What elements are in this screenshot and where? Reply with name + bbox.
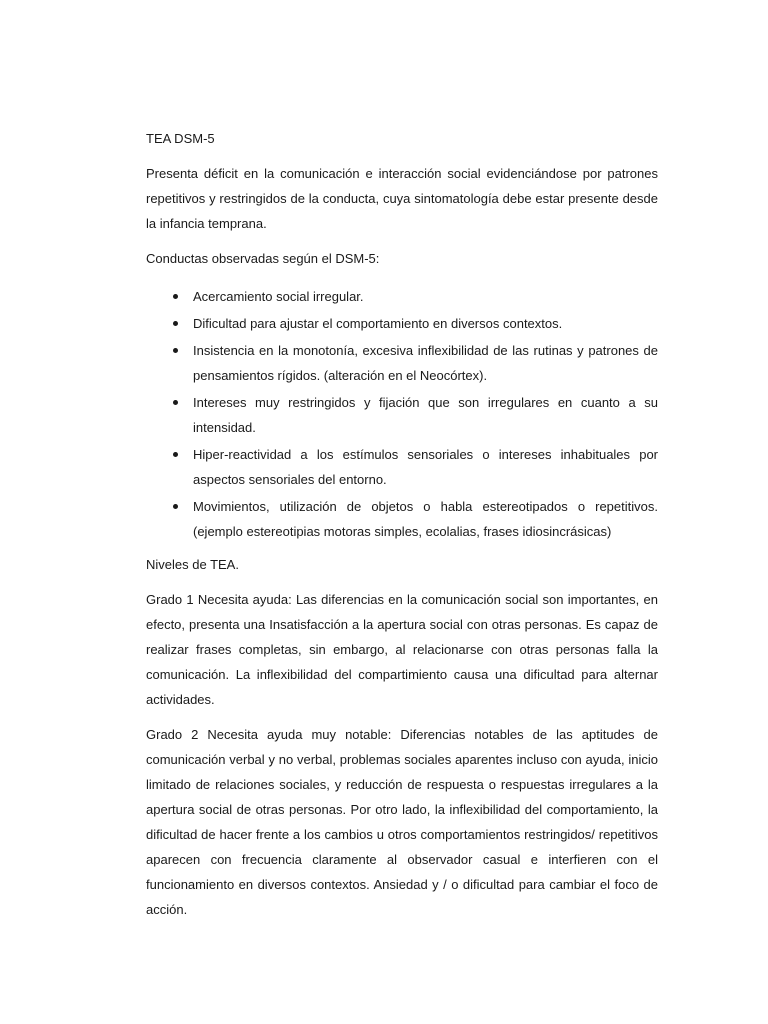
list-item-text: Hiper-reactividad a los estímulos sensoriales o intereses inhabituales por aspectos sensoriales del entorno. [193,447,658,487]
list-item [146,284,658,309]
list-item [146,494,658,544]
bullet-icon [173,348,178,353]
list-item [146,311,658,336]
bullet-icon [173,294,178,299]
grade-1-paragraph: Grado 1 Necesita ayuda: Las diferencias en la comunicación social son importantes, en efecto, presenta una Insatisfacción a la apertura social con otras personas. Es capaz de realizar frases completas, sin embargo, al relacionarse con otras personas falla la comunicación. La inflexibilidad del compartimiento causa una dificultad para alternar actividades. [146,592,658,707]
bullet-icon [173,452,178,457]
levels-heading: Niveles de TEA. [146,557,239,572]
list-item-text: Intereses muy restringidos y fijación que son irregulares en cuanto a su intensidad. [193,395,658,435]
list-item [146,338,658,388]
document-title: TEA DSM-5 [146,131,215,146]
list-item-text: Dificultad para ajustar el comportamiento en diversos contextos. [193,316,563,331]
list-item [146,390,658,440]
intro-paragraph: Presenta déficit en la comunicación e interacción social evidenciándose por patrones repetitivos y restringidos de la conducta, cuya sintomatología debe estar presente desde la infancia temprana. [146,166,658,231]
list-item-text: Acercamiento social irregular. [193,289,364,304]
list-item [146,442,658,492]
bullet-icon [173,504,178,509]
behaviors-list [146,284,658,544]
list-heading: Conductas observadas según el DSM-5: [146,251,380,266]
bullet-icon [173,400,178,405]
grade-2-paragraph: Grado 2 Necesita ayuda muy notable: Diferencias notables de las aptitudes de comunicación verbal y no verbal, problemas sociales aparentes incluso con ayuda, inicio limitado de relaciones sociales, y reducción de respuesta o respuestas irregulares a la apertura social de otras personas. Por otro lado, la inflexibilidad del comportamiento, la dificultad de hacer frente a los cambios u otros comportamientos restringidos/ repetitivos aparecen con frecuencia claramente al observador casual e interfieren con el funcionamiento en diversos contextos. Ansiedad y / o dificultad para cambiar el foco de acción. [146,727,658,917]
bullet-icon [173,321,178,326]
list-item-text: Movimientos, utilización de objetos o habla estereotipados o repetitivos. (ejemplo estereotipias motoras simples, ecolalias, frases idiosincrásicas) [193,499,658,539]
document-body [146,126,658,932]
list-item-text: Insistencia en la monotonía, excesiva inflexibilidad de las rutinas y patrones de pensamientos rígidos. (alteración en el Neocórtex). [193,343,658,383]
